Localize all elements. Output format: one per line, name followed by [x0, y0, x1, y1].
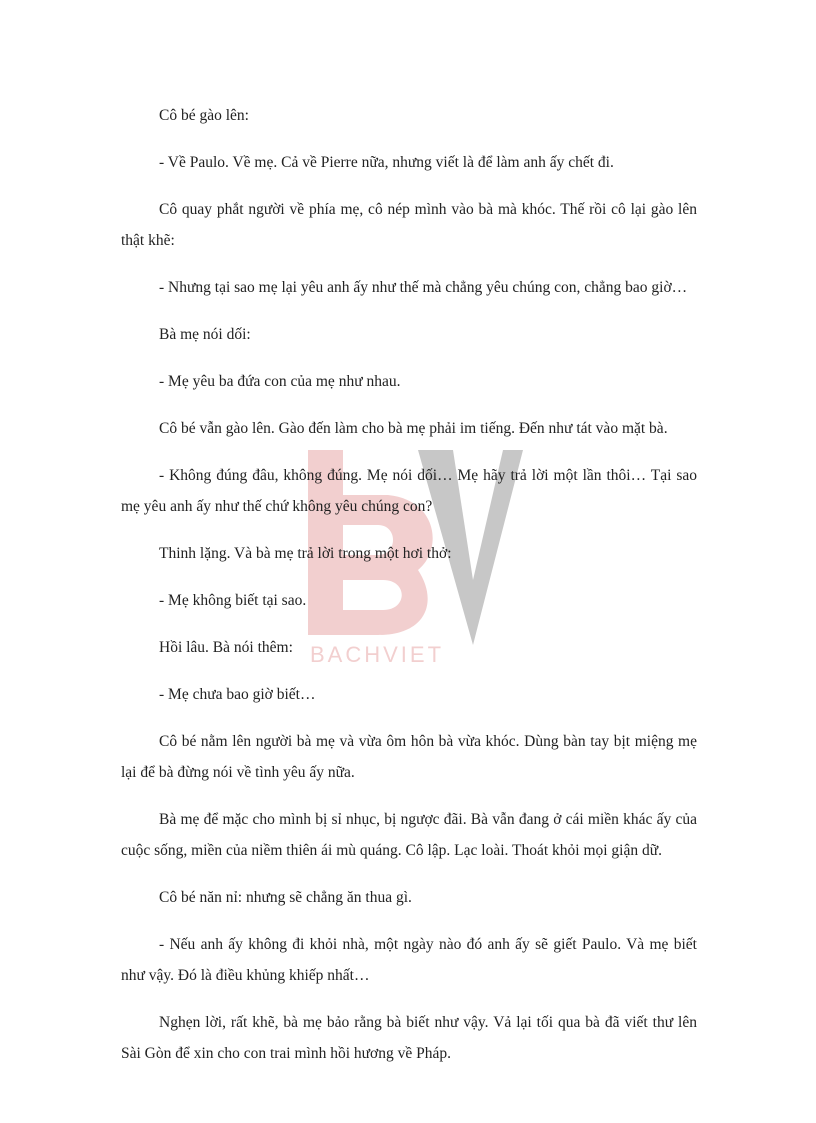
paragraph: Bà mẹ để mặc cho mình bị sỉ nhục, bị ngược đãi. Bà vẫn đang ở cái miền khác ấy của cuộc sống, miền của niềm thiên ái mù quáng. Cô lập. Lạc loài. Thoát khỏi mọi giận dữ. [121, 811, 697, 859]
paragraph: Cô bé nằm lên người bà mẹ và vừa ôm hôn bà vừa khóc. Dùng bàn tay bịt miệng mẹ lại để bà đừng nói về tình yêu ấy nữa. [121, 733, 697, 781]
logo-wordmark: BACHVIET [310, 642, 445, 667]
paragraph: - Nếu anh ấy không đi khỏi nhà, một ngày nào đó anh ấy sẽ giết Paulo. Và mẹ biết như vậy. Đó là điều khủng khiếp nhất… [121, 936, 697, 984]
paragraph: Thinh lặng. Và bà mẹ trả lời trong một hơi thở: [159, 545, 452, 562]
paragraph: Cô quay phắt người về phía mẹ, cô nép mình vào bà mà khóc. Thế rồi cô lại gào lên thật khẽ: [121, 201, 697, 249]
paragraph: - Về Paulo. Về mẹ. Cả về Pierre nữa, nhưng viết là để làm anh ấy chết đi. [159, 154, 614, 171]
paragraph: Cô bé vẫn gào lên. Gào đến làm cho bà mẹ phải im tiếng. Đến như tát vào mặt bà. [159, 420, 668, 437]
paragraph: - Mẹ chưa bao giờ biết… [159, 686, 316, 703]
paragraph: Cô bé gào lên: [159, 107, 249, 124]
paragraph: Hồi lâu. Bà nói thêm: [159, 639, 293, 656]
paragraph: - Mẹ không biết tại sao. [159, 592, 307, 609]
paragraph: - Không đúng đâu, không đúng. Mẹ nói dối… Mẹ hãy trả lời một lần thôi… Tại sao mẹ yêu anh ấy như thế chứ không yêu chúng con? [121, 467, 697, 515]
paragraph: - Mẹ yêu ba đứa con của mẹ như nhau. [159, 373, 401, 390]
paragraph: Bà mẹ nói dối: [159, 326, 251, 343]
paragraph: - Nhưng tại sao mẹ lại yêu anh ấy như thế mà chẳng yêu chúng con, chẳng bao giờ… [159, 279, 688, 296]
paragraph: Nghẹn lời, rất khẽ, bà mẹ bảo rằng bà biết như vậy. Vả lại tối qua bà đã viết thư lên Sài Gòn để xin cho con trai mình hồi hương về Pháp. [121, 1014, 697, 1062]
body-text [121, 100, 697, 1085]
paragraph: Cô bé năn nỉ: nhưng sẽ chẳng ăn thua gì. [159, 889, 412, 906]
